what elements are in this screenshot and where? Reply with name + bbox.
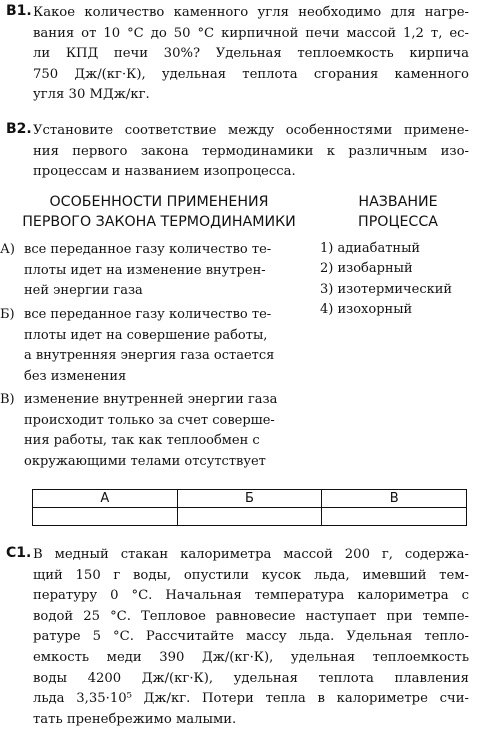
task-text-line: 750 Дж/(кг·К), удельная теплота сгорания каменного: [33, 66, 469, 82]
answer-table-input-row: [33, 508, 467, 526]
statement-label: Б): [0, 307, 15, 322]
answer-header-cell: В: [322, 490, 467, 508]
statement-c: В) изменение внутренней энергии газа происходит только за счет соверше- ния работы, так как теплообмен с окружающими телами отсутствует: [0, 392, 278, 469]
process-option: 1) адиабатный: [320, 241, 421, 256]
statement-b: Б) все переданное газу количество те- плоты идет на совершение работы, а внутренняя энергия газа остается без изменения: [0, 307, 275, 384]
task-text-line: водой 25 °С. Тепловое равновесие наступает при темпе-: [33, 608, 469, 624]
answer-cell[interactable]: [322, 508, 467, 526]
statement-label: А): [0, 242, 15, 257]
answer-header-cell: Б: [177, 490, 322, 508]
process-option: 3) изотермический: [320, 282, 453, 297]
task-text-line: тать пренебрежимо малыми.: [33, 711, 237, 727]
task-text-line: емкость меди 390 Дж/(кг·К), удельная теплоемкость: [33, 649, 469, 665]
task-text-line: ратуре 5 °С. Рассчитайте массу льда. Удельная тепло-: [33, 629, 469, 645]
left-column-heading: ОСОБЕННОСТИ ПРИМЕНЕНИЯ ПЕРВОГО ЗАКОНА ТЕРМОДИНАМИКИ: [22, 194, 296, 230]
task-text-line: пературу 0 °С. Начальная температура калориметра с: [33, 588, 469, 604]
process-option: 4) изохорный: [320, 302, 413, 317]
right-column-heading: НАЗВАНИЕ ПРОЦЕССА: [358, 194, 438, 230]
task-number: B1.: [6, 3, 32, 19]
task-text-line: Установите соответствие между особенностями примене-: [33, 123, 469, 138]
answer-table: [32, 489, 467, 526]
answer-cell[interactable]: [33, 508, 178, 526]
answer-table-header-row: [33, 490, 467, 508]
task-b1: [6, 3, 469, 106]
task-text-line: В медный стакан калориметра массой 200 г, содержа-: [33, 547, 469, 562]
statement-a: А) все переданное газу количество те- плоты идет на изменение внутрен- ней энергии газа: [0, 242, 272, 298]
task-text-line: льда 3,35·10⁵ Дж/кг. Потери тепла в калориметре счи-: [33, 691, 469, 707]
task-text-line: угля 30 МДж/кг.: [33, 87, 150, 103]
task-text-line: воды 4200 Дж/(кг·К), удельная теплота плавления: [33, 670, 469, 686]
task-text-line: щий 150 г воды, опустили кусок льда, имевший тем-: [33, 567, 469, 583]
statement-label: В): [0, 392, 15, 407]
process-option: 2) изобарный: [320, 261, 413, 276]
task-text-line: Какое количество каменного угля необходимо для нагре-: [33, 5, 469, 20]
task-text-line: ния первого закона термодинамики к различным изо-: [33, 143, 469, 159]
task-number: C1.: [6, 545, 32, 561]
task-number: B2.: [6, 121, 32, 137]
task-text-line: процессам и названием изопроцесса.: [33, 164, 296, 180]
task-text-line: ли КПД печи 30%? Удельная теплоемкость кирпича: [33, 46, 469, 62]
answer-cell[interactable]: [177, 508, 322, 526]
task-b2: [6, 121, 469, 183]
task-text-line: вания от 10 °С до 50 °С кирпичной печи массой 1,2 т, ес-: [33, 25, 469, 41]
answer-header-cell: А: [33, 490, 178, 508]
task-c1: [6, 545, 469, 730]
